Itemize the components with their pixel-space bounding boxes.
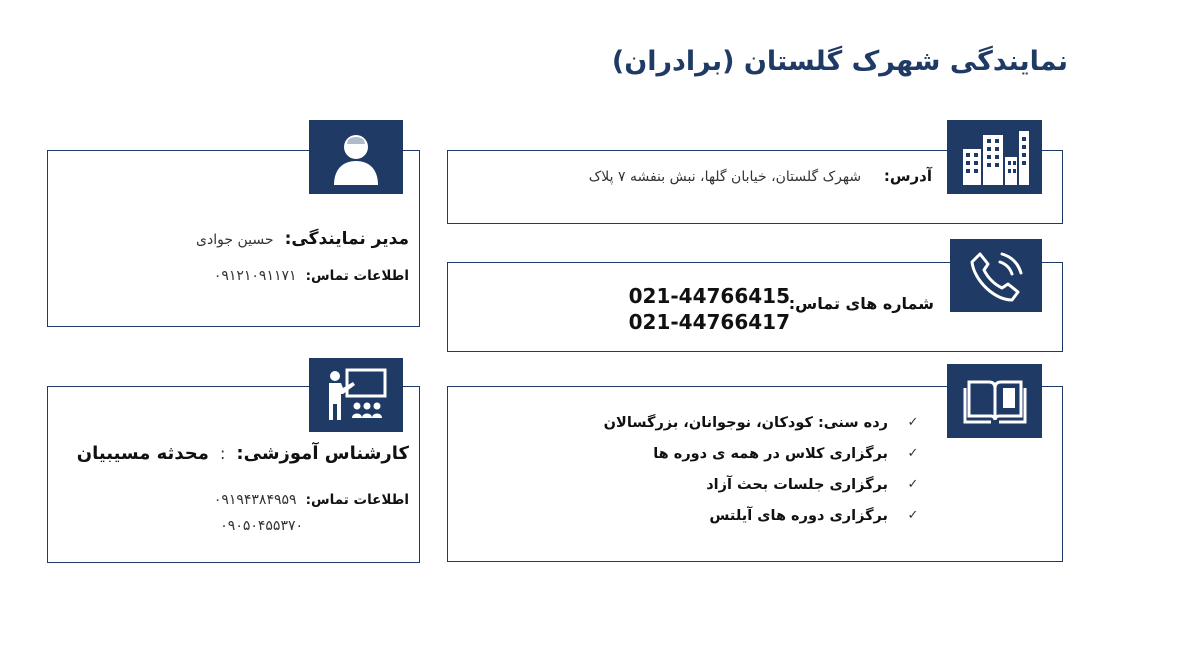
address-value: شهرک گلستان، خیابان گلها، نبش بنفشه ۷ پلاک [588, 169, 862, 185]
manager-contact-label: اطلاعات تماس: [305, 268, 409, 284]
expert-name: محدثه مسیبیان [76, 443, 209, 464]
expert-contact-2[interactable]: ۰۹۰۵۰۴۵۵۳۷۰ [220, 518, 303, 534]
list-item: ✓ برگزاری دوره های آیلتس [604, 500, 924, 531]
teacher-icon [309, 358, 403, 432]
expert-separator: : [219, 444, 226, 463]
person-icon [309, 120, 403, 194]
address-label: آدرس: [883, 167, 932, 185]
phones-label: شماره های تماس: [788, 294, 934, 313]
expert-contact-1[interactable]: ۰۹۱۹۴۳۸۴۹۵۹ [213, 492, 297, 508]
manager-label: مدیر نمایندگی: [284, 229, 409, 249]
phone-number-2[interactable]: 021-44766417 [628, 310, 790, 334]
phone-number-1[interactable]: 021-44766415 [628, 284, 790, 308]
check-icon: ✓ [907, 415, 919, 430]
buildings-icon [947, 120, 1042, 194]
expert-label: کارشناس آموزشی: [236, 443, 409, 464]
manager-contact[interactable]: ۰۹۱۲۱۰۹۱۱۷۱ [213, 268, 297, 284]
check-icon: ✓ [907, 508, 919, 523]
page-title: نمایندگی شهرک گلستان (برادران) [611, 46, 1068, 77]
book-icon [947, 364, 1042, 438]
check-icon: ✓ [907, 477, 919, 492]
manager-name: حسین جوادی [196, 232, 274, 248]
list-item: ✓ رده سنی: کودکان، نوجوانان، بزرگسالان [604, 407, 924, 438]
check-icon: ✓ [907, 446, 919, 461]
features-list [604, 407, 924, 531]
list-item: ✓ برگزاری کلاس در همه ی دوره ها [604, 438, 924, 469]
phone-icon [950, 239, 1042, 312]
list-item: ✓ برگزاری جلسات بحث آزاد [604, 469, 924, 500]
expert-contact-label: اطلاعات تماس: [305, 492, 409, 508]
